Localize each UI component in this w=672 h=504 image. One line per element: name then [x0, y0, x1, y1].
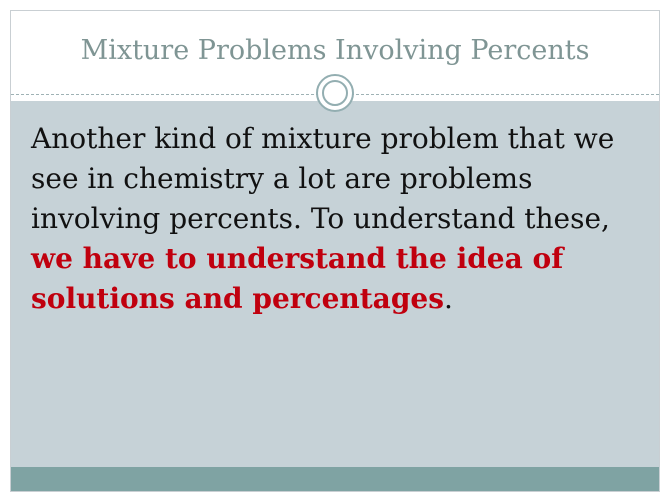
emphasis-line-1: we have to understand the idea of — [31, 242, 564, 275]
body-line-3: involving percents. To understand these, — [31, 202, 610, 235]
circle-ornament-icon — [316, 74, 354, 112]
body-line-1: Another kind of mixture problem that we — [31, 122, 615, 155]
body-line-2: see in chemistry a lot are problems — [31, 162, 533, 195]
body-ending-period: . — [443, 282, 453, 315]
emphasis-line-2-wrapper — [31, 279, 651, 319]
emphasis-line-2: solutions and percentages — [31, 282, 444, 315]
footer-band — [11, 467, 659, 491]
slide-frame — [10, 10, 660, 492]
slide-body-text — [31, 119, 651, 319]
slide-title: Mixture Problems Involving Percents — [80, 35, 590, 66]
inner-circle-icon — [322, 80, 348, 106]
